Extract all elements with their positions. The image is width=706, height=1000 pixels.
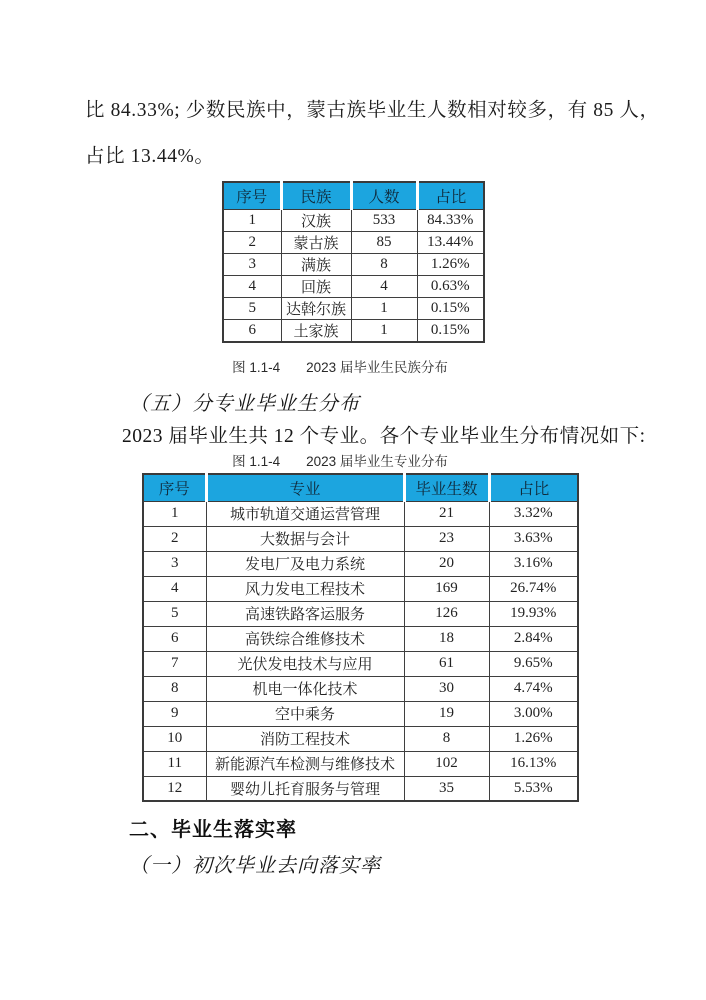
cell-percentage: 3.63% (489, 526, 578, 551)
cell-percentage: 3.00% (489, 701, 578, 726)
cell-graduate-count: 102 (404, 751, 489, 776)
cell-ethnicity: 土家族 (281, 319, 351, 342)
cell-percentage: 0.15% (417, 297, 484, 319)
cell-ethnicity: 满族 (281, 253, 351, 275)
cell-serial: 1 (223, 209, 281, 231)
table-row (143, 551, 578, 576)
table-row (223, 275, 484, 297)
table-row (223, 231, 484, 253)
table-row (143, 776, 578, 801)
cell-major: 大数据与会计 (206, 526, 404, 551)
table-header-row (223, 182, 484, 209)
cell-major: 空中乘务 (206, 701, 404, 726)
cell-major: 机电一体化技术 (206, 676, 404, 701)
cell-count: 4 (351, 275, 417, 297)
column-header-major: 专业 (206, 474, 404, 501)
cell-count: 85 (351, 231, 417, 253)
cell-percentage: 84.33% (417, 209, 484, 231)
column-header-serial: 序号 (143, 474, 206, 501)
section-heading-five: （五）分专业毕业生分布 (129, 393, 360, 415)
section-subheading-one: （一）初次毕业去向落实率 (129, 855, 381, 877)
cell-serial: 2 (143, 526, 206, 551)
cell-serial: 4 (143, 576, 206, 601)
column-header-percentage: 占比 (417, 182, 484, 209)
ethnic-distribution-table (222, 181, 485, 343)
table-row (143, 676, 578, 701)
cell-serial: 12 (143, 776, 206, 801)
cell-percentage: 26.74% (489, 576, 578, 601)
cell-major: 高速铁路客运服务 (206, 601, 404, 626)
table-row (143, 701, 578, 726)
table-row (143, 626, 578, 651)
table-header-row (143, 474, 578, 501)
ethnic-table-caption (100, 356, 580, 376)
cell-count: 533 (351, 209, 417, 231)
cell-major: 婴幼儿托育服务与管理 (206, 776, 404, 801)
table-row (143, 651, 578, 676)
cell-ethnicity: 汉族 (281, 209, 351, 231)
cell-serial: 4 (223, 275, 281, 297)
cell-serial: 5 (223, 297, 281, 319)
column-header-graduate-count: 毕业生数 (404, 474, 489, 501)
cell-serial: 7 (143, 651, 206, 676)
cell-serial: 8 (143, 676, 206, 701)
cell-percentage: 19.93% (489, 601, 578, 626)
cell-serial: 3 (223, 253, 281, 275)
section-heading-two: 二、毕业生落实率 (129, 819, 297, 841)
cell-count: 1 (351, 319, 417, 342)
cell-graduate-count: 35 (404, 776, 489, 801)
cell-ethnicity: 达斡尔族 (281, 297, 351, 319)
caption-label: 图 1.1-4 (232, 454, 281, 469)
table-row (143, 601, 578, 626)
paragraph-ethnic-summary (85, 88, 660, 180)
cell-major: 城市轨道交通运营管理 (206, 501, 404, 526)
major-table-caption (100, 450, 580, 470)
cell-serial: 5 (143, 601, 206, 626)
column-header-ethnicity: 民族 (281, 182, 351, 209)
table-row (223, 253, 484, 275)
cell-serial: 3 (143, 551, 206, 576)
cell-percentage: 1.26% (417, 253, 484, 275)
cell-percentage: 9.65% (489, 651, 578, 676)
table-row (223, 297, 484, 319)
caption-title: 2023 届毕业生专业分布 (306, 454, 448, 469)
cell-major: 光伏发电技术与应用 (206, 651, 404, 676)
cell-graduate-count: 61 (404, 651, 489, 676)
table-row (143, 751, 578, 776)
caption-title: 2023 届毕业生民族分布 (306, 360, 448, 375)
cell-serial: 2 (223, 231, 281, 253)
cell-percentage: 0.15% (417, 319, 484, 342)
cell-major: 发电厂及电力系统 (206, 551, 404, 576)
cell-graduate-count: 126 (404, 601, 489, 626)
cell-serial: 11 (143, 751, 206, 776)
body-text-line: 比 84.33%; 少数民族中，蒙古族毕业生人数相对较多，有 85 人， (85, 100, 660, 121)
paragraph-major-summary: 2023 届毕业生共 12 个专业。各个专业毕业生分布情况如下: (122, 426, 646, 447)
cell-percentage: 13.44% (417, 231, 484, 253)
table-row (143, 526, 578, 551)
table-row (223, 319, 484, 342)
cell-percentage: 1.26% (489, 726, 578, 751)
cell-percentage: 16.13% (489, 751, 578, 776)
cell-major: 风力发电工程技术 (206, 576, 404, 601)
cell-graduate-count: 21 (404, 501, 489, 526)
cell-graduate-count: 8 (404, 726, 489, 751)
cell-count: 1 (351, 297, 417, 319)
cell-major: 新能源汽车检测与维修技术 (206, 751, 404, 776)
cell-graduate-count: 23 (404, 526, 489, 551)
cell-percentage: 3.16% (489, 551, 578, 576)
cell-serial: 6 (223, 319, 281, 342)
cell-percentage: 4.74% (489, 676, 578, 701)
cell-serial: 10 (143, 726, 206, 751)
body-text-line: 占比 13.44%。 (85, 146, 215, 167)
cell-serial: 9 (143, 701, 206, 726)
table-row (223, 209, 484, 231)
cell-graduate-count: 20 (404, 551, 489, 576)
cell-percentage: 5.53% (489, 776, 578, 801)
major-distribution-table (142, 473, 579, 802)
cell-percentage: 2.84% (489, 626, 578, 651)
cell-percentage: 3.32% (489, 501, 578, 526)
table-row (143, 576, 578, 601)
cell-graduate-count: 18 (404, 626, 489, 651)
table-row (143, 726, 578, 751)
cell-graduate-count: 19 (404, 701, 489, 726)
cell-major: 高铁综合维修技术 (206, 626, 404, 651)
column-header-count: 人数 (351, 182, 417, 209)
cell-major: 消防工程技术 (206, 726, 404, 751)
cell-count: 8 (351, 253, 417, 275)
table-row (143, 501, 578, 526)
column-header-percentage: 占比 (489, 474, 578, 501)
column-header-serial: 序号 (223, 182, 281, 209)
cell-serial: 6 (143, 626, 206, 651)
caption-label: 图 1.1-4 (232, 360, 281, 375)
cell-percentage: 0.63% (417, 275, 484, 297)
cell-graduate-count: 30 (404, 676, 489, 701)
cell-ethnicity: 蒙古族 (281, 231, 351, 253)
cell-ethnicity: 回族 (281, 275, 351, 297)
cell-graduate-count: 169 (404, 576, 489, 601)
cell-serial: 1 (143, 501, 206, 526)
